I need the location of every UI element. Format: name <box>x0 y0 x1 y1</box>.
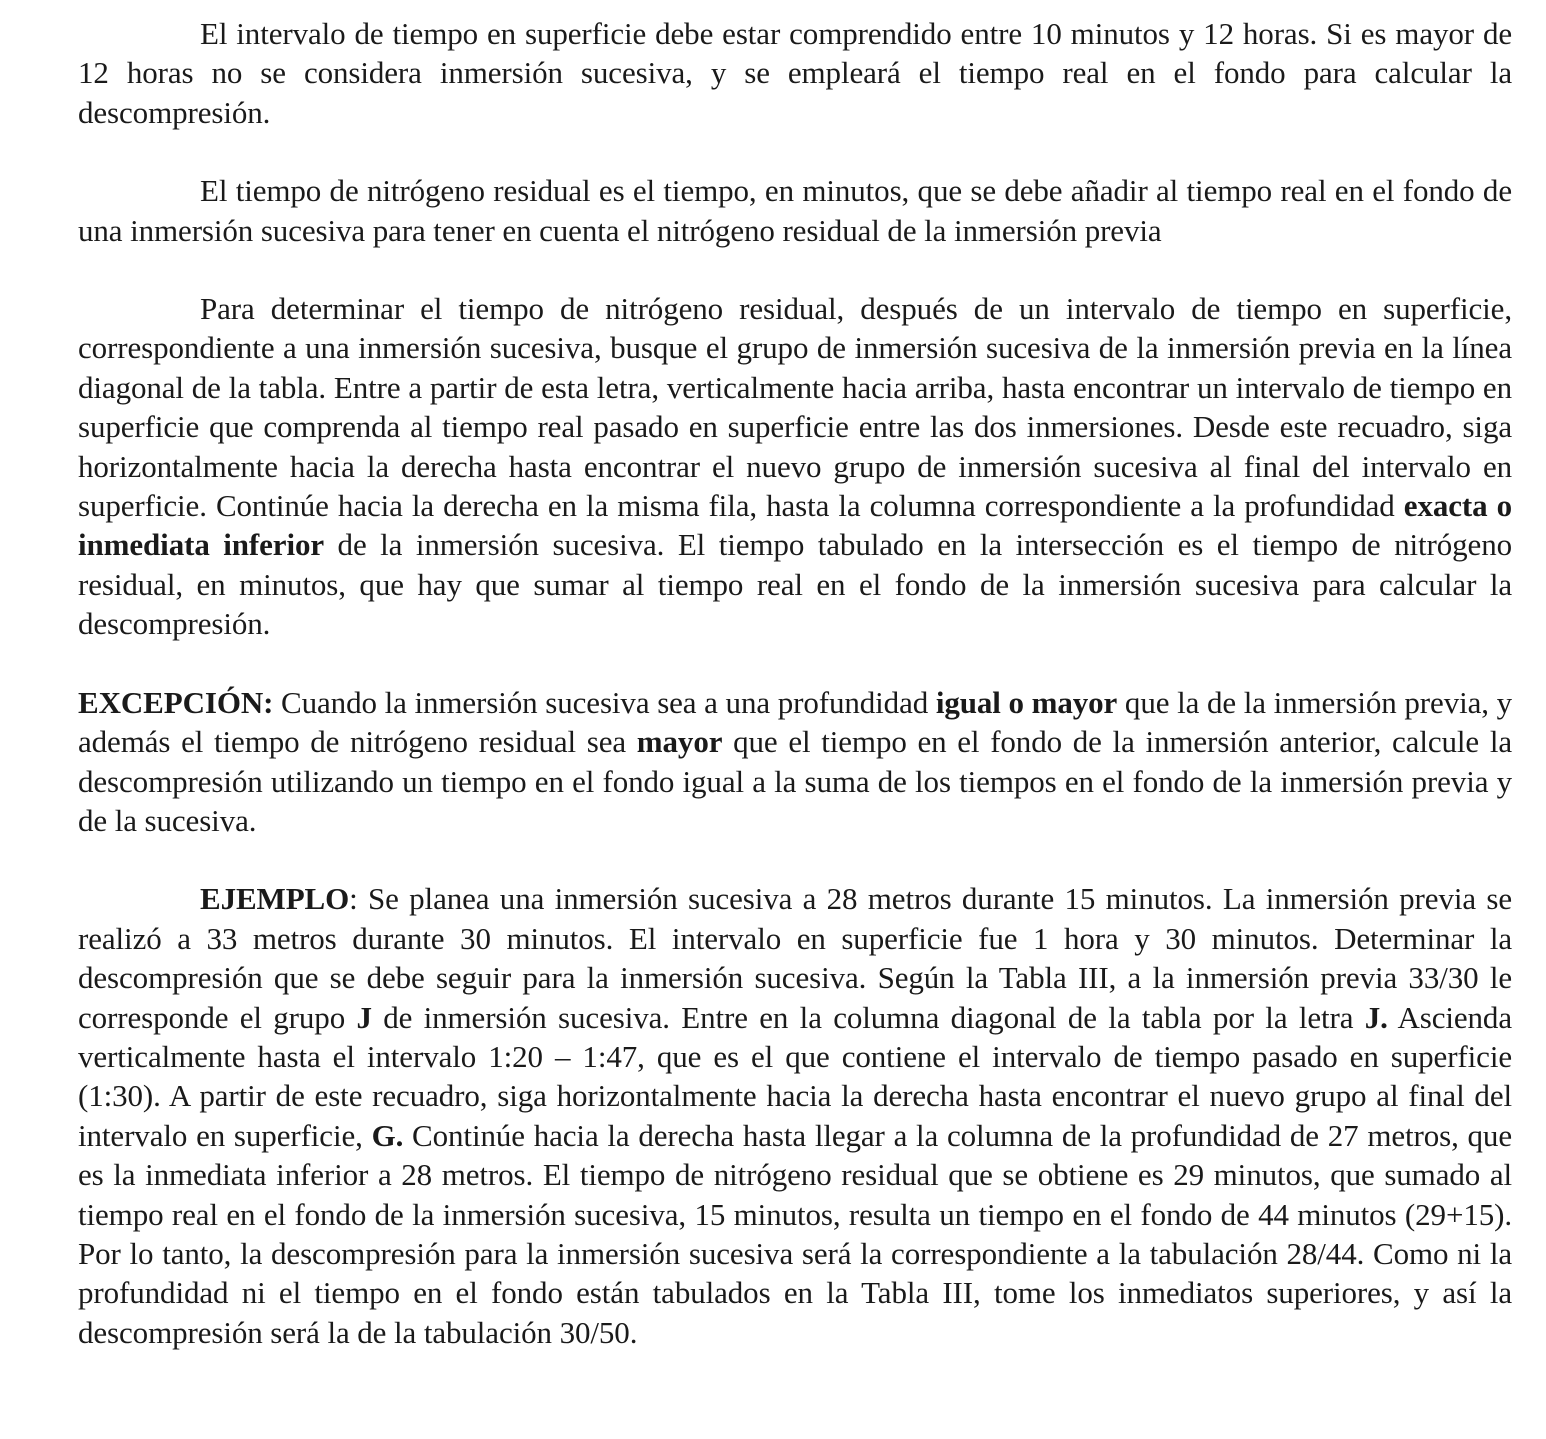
exception-label: EXCEPCIÓN: <box>78 684 274 720</box>
paragraph-text: : Se planea una inmersión sucesiva a 28 metros durante 15 minutos. La inmersión previa se realizó a 33 metros durante 30 minutos. El intervalo en superficie fue 1 hora y 30 minutos. Determinar la descompresión que se debe seguir para la inmersión sucesiva. Según la Tabla III, a la inmersión previa 33/30 le corresponde el grupo <box>78 881 1512 1035</box>
paragraph-example <box>78 879 1512 1352</box>
paragraph-text: Para determinar el tiempo de nitrógeno residual, después de un intervalo de tiempo en superficie, correspondiente a una inmersión sucesiva, busque el grupo de inmersión sucesiva de la inmersión previa en la línea diagonal de la tabla. Entre a partir de esta letra, verticalmente hacia arriba, hasta encontrar un intervalo de tiempo en superficie que comprenda al tiempo real pasado en superficie entre las dos inmersiones. Desde este recuadro, siga horizontalmente hacia la derecha hasta encontrar el nuevo grupo de inmersión sucesiva al final del intervalo en superficie. Continúe hacia la derecha en la misma fila, hasta la columna correspondiente a la profundidad <box>78 291 1512 524</box>
emphasis-text: exacta o inmediata inferior <box>78 488 1513 563</box>
example-label: EJEMPLO <box>200 881 350 917</box>
paragraph-text: de inmersión sucesiva. Entre en la columna diagonal de la tabla por la letra <box>371 999 1365 1035</box>
document-page <box>78 14 1512 1352</box>
emphasis-text: mayor <box>636 724 723 760</box>
paragraph-text: Continúe hacia la derecha hasta llegar a la columna de la profundidad de 27 metros, que es la inmediata inferior a 28 metros. El tiempo de nitrógeno residual que se obtiene es 29 minutos, que sumado al tiempo real en el fondo de la inmersión sucesiva, 15 minutos, resulta un tiempo en el fondo de 44 minutos (29+15). Por lo tanto, la descompresión para la inmersión sucesiva será la correspondiente a la tabulación 28/44. Como ni la profundidad ni el tiempo en el fondo están tabulados en la Tabla III, tome los inmediatos superiores, y así la descompresión será la de la tabulación 30/50. <box>78 1117 1512 1350</box>
emphasis-text: J. <box>1364 999 1388 1035</box>
paragraph-text: Cuando la inmersión sucesiva sea a una profundidad <box>273 684 936 720</box>
paragraph-text: que la de la inmersión previa, y además el tiempo de nitrógeno residual sea <box>78 684 1513 760</box>
paragraph-text: Ascienda verticalmente hasta el intervalo 1:20 – 1:47, que es el que contiene el intervalo de tiempo pasado en superficie (1:30). A partir de este recuadro, siga horizontalmente hacia la derecha hasta encontrar el nuevo grupo al final del intervalo en superficie, <box>78 999 1512 1153</box>
paragraph-text: que el tiempo en el fondo de la inmersión anterior, calcule la descompresión utilizando un tiempo en el fondo igual a la suma de los tiempos en el fondo de la inmersión previa y de la sucesiva. <box>78 724 1513 838</box>
paragraph-surface-interval <box>78 14 1512 132</box>
paragraph-determination-procedure <box>78 289 1512 644</box>
paragraph-exception <box>78 683 1512 841</box>
paragraph-residual-nitrogen-definition <box>78 171 1512 250</box>
paragraph-text: El tiempo de nitrógeno residual es el tiempo, en minutos, que se debe añadir al tiempo real en el fondo de una inmersión sucesiva para tener en cuenta el nitrógeno residual de la inmersión previa <box>78 173 1512 248</box>
emphasis-text: J <box>356 999 372 1035</box>
paragraph-text: de la inmersión sucesiva. El tiempo tabulado en la intersección es el tiempo de nitrógeno residual, en minutos, que hay que sumar al tiempo real en el fondo de la inmersión sucesiva para calcular la descompresión. <box>78 527 1512 642</box>
emphasis-text: G. <box>371 1117 404 1153</box>
paragraph-text: El intervalo de tiempo en superficie debe estar comprendido entre 10 minutos y 12 horas. Si es mayor de 12 horas no se considera inmersión sucesiva, y se empleará el tiempo real en el fondo para calcular la descompresión. <box>78 16 1512 130</box>
emphasis-text: igual o mayor <box>935 684 1118 720</box>
